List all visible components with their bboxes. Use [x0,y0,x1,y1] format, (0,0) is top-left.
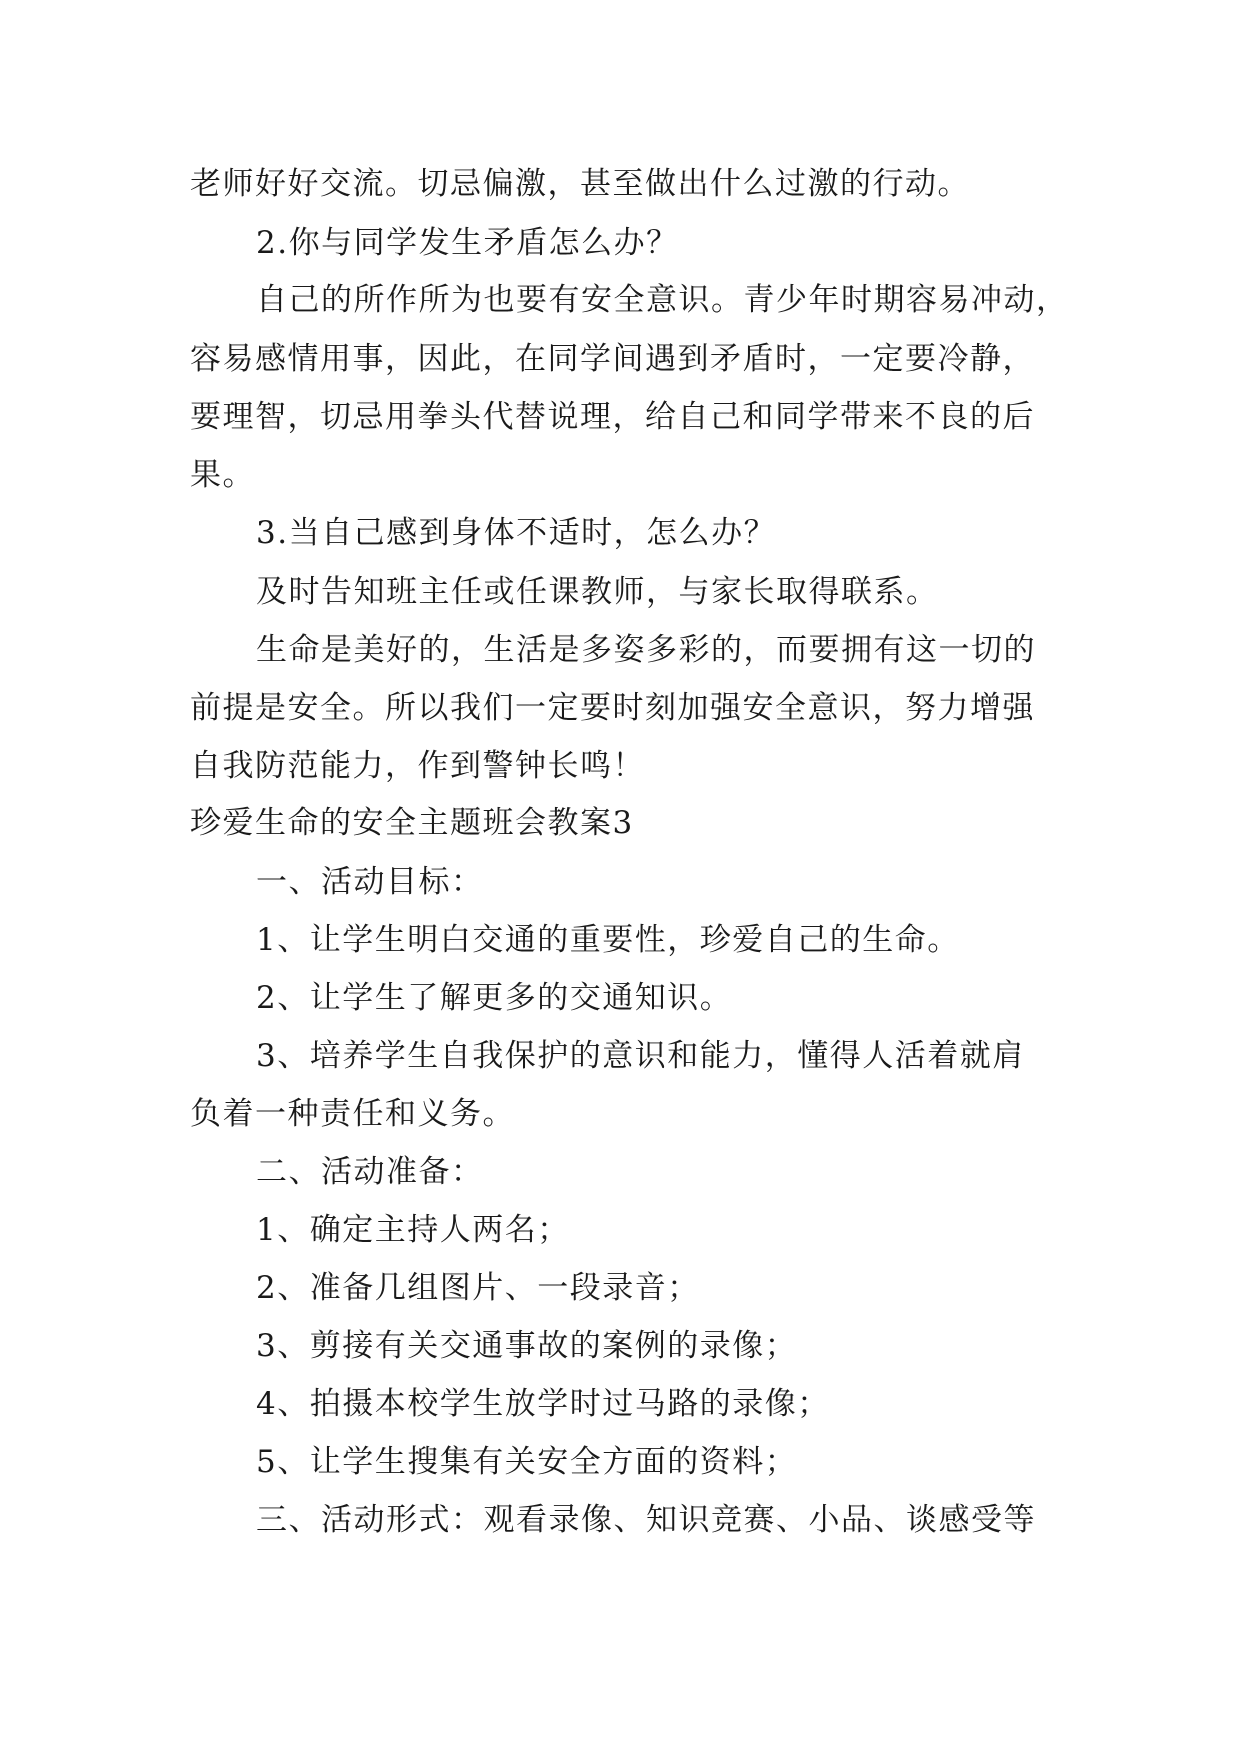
text-line: 果。 [190,457,255,493]
list-item: 1、让学生明白交通的重要性，珍爱自己的生命。 [256,922,960,958]
list-item: 2、让学生了解更多的交通知识。 [256,980,733,1016]
text-line: 自我防范能力，作到警钟长鸣！ [190,748,645,784]
list-item: 2、准备几组图片、一段录音； [256,1270,700,1306]
text-line: 老师好好交流。切忌偏激，甚至做出什么过激的行动。 [190,166,970,202]
list-item: 3、培养学生自我保护的意识和能力，懂得人活着就肩 [256,1038,1025,1074]
text-line: 前提是安全。所以我们一定要时刻加强安全意识，努力增强 [190,690,1035,726]
text-line: 要理智，切忌用拳头代替说理，给自己和同学带来不良的后 [190,399,1035,435]
question-heading: 3.当自己感到身体不适时，怎么办？ [256,515,777,551]
subsection-heading: 一、活动目标： [256,864,484,900]
text-line: 及时告知班主任或任课教师，与家长取得联系。 [256,574,939,610]
text-line: 容易感情用事，因此，在同学间遇到矛盾时，一定要冷静， [190,341,1035,377]
text-line: 自己的所作所为也要有安全意识。青少年时期容易冲动， [256,282,1069,318]
section-title: 珍爱生命的安全主题班会教案3 [190,805,634,841]
text-line: 生命是美好的，生活是多姿多彩的，而要拥有这一切的 [256,632,1036,668]
text-line: 负着一种责任和义务。 [190,1096,515,1132]
list-item: 1、确定主持人两名； [256,1212,570,1248]
subsection-heading: 三、活动形式：观看录像、知识竞赛、小品、谈感受等 [256,1502,1036,1538]
list-item: 4、拍摄本校学生放学时过马路的录像； [256,1386,830,1422]
list-item: 5、让学生搜集有关安全方面的资料； [256,1444,798,1480]
subsection-heading: 二、活动准备： [256,1154,484,1190]
list-item: 3、剪接有关交通事故的案例的录像； [256,1328,798,1364]
question-heading: 2.你与同学发生矛盾怎么办？ [256,225,679,261]
